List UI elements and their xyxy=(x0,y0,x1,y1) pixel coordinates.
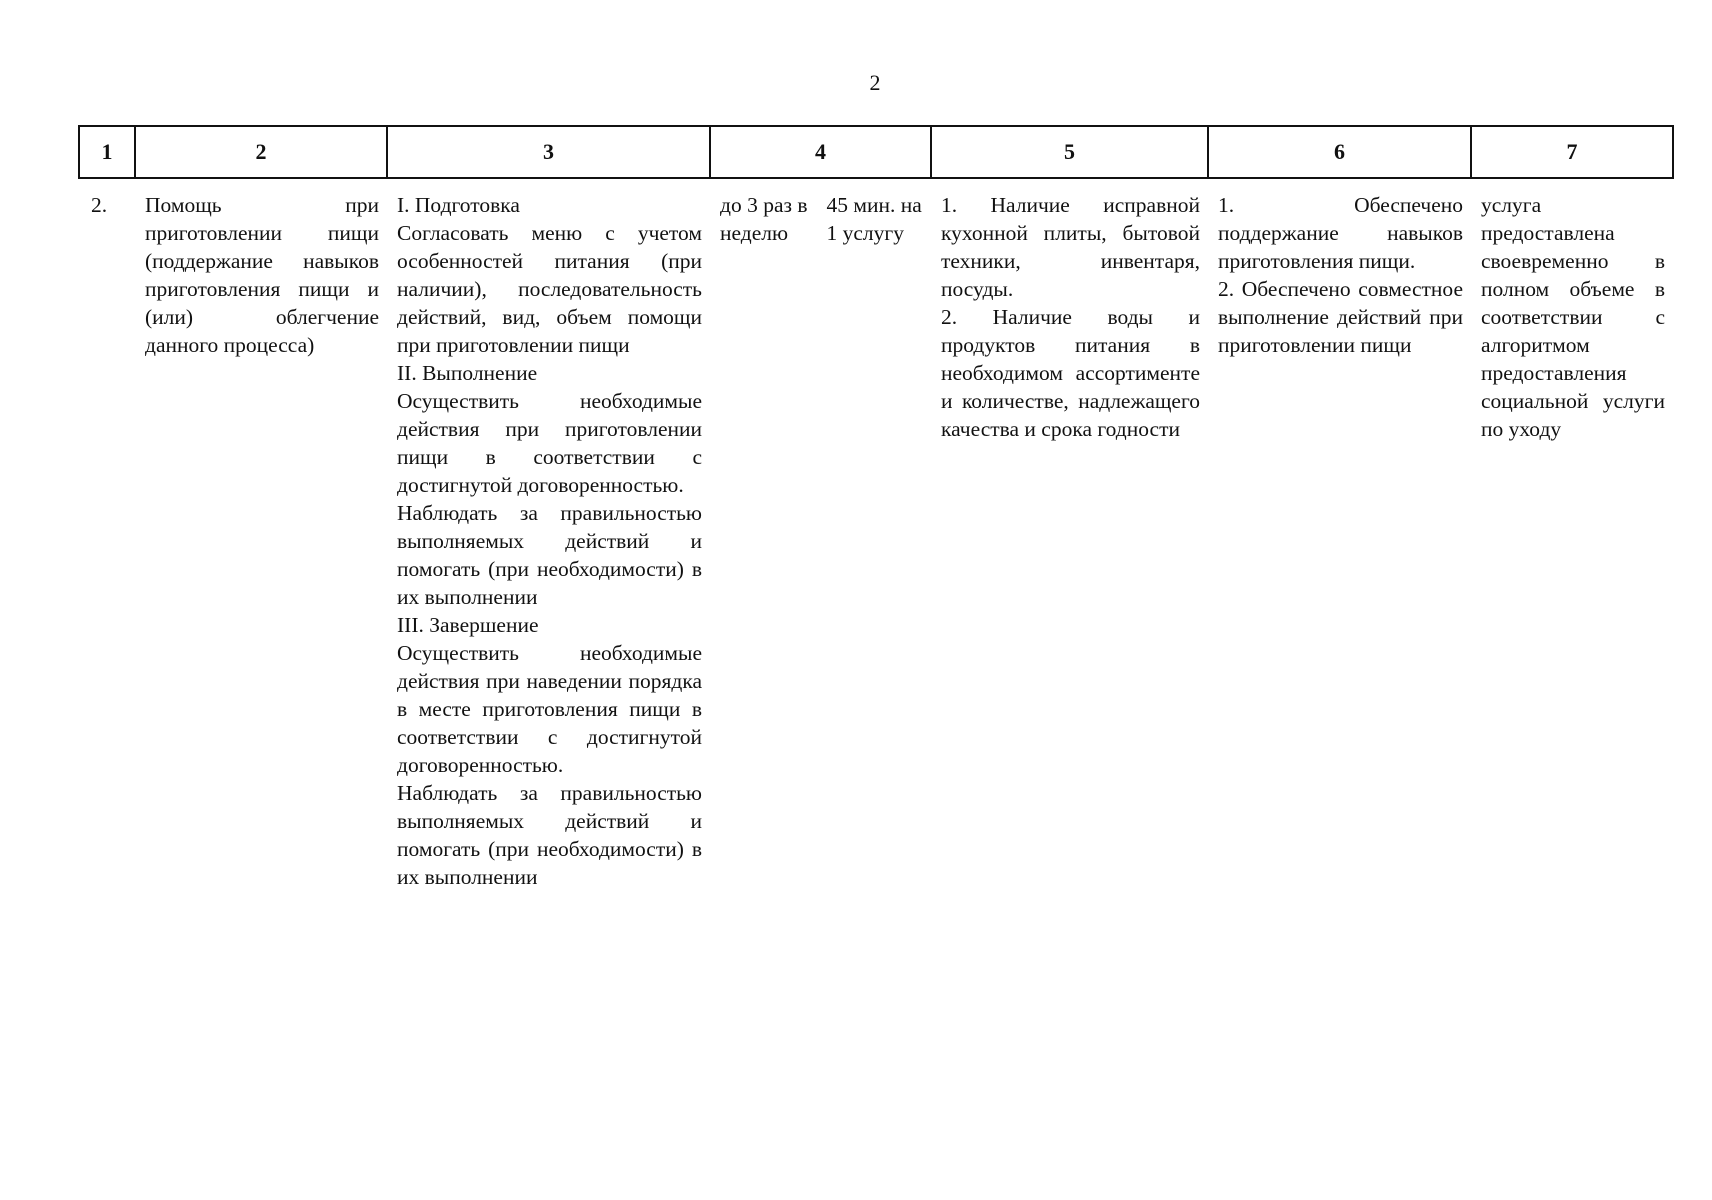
condition-item: 1. Наличие исправной кухонной плиты, бытовой техники, инвентаря, посуды. xyxy=(941,193,1200,301)
frequency-duration xyxy=(710,178,931,891)
step-text-execution-monitor: Наблюдать за правильностью выполняемых действий и помогать (при необходимости) в их выполнении xyxy=(397,501,702,609)
condition-item: 2. Наличие воды и продуктов питания в необходимом ассортименте и количестве, надлежащего качества и срока годности xyxy=(941,305,1200,441)
step-title-preparation: I. Подготовка xyxy=(397,193,520,217)
service-steps xyxy=(387,178,710,891)
column-header-7: 7 xyxy=(1471,126,1673,178)
frequency: до 3 раз в неделю xyxy=(720,193,808,245)
step-title-execution: II. Выполнение xyxy=(397,361,538,385)
step-text-execution: Осуществить необходимые действия при приготовлении пищи в соответствии с достигнутой договоренностью. xyxy=(397,389,702,497)
row-number: 2. xyxy=(91,193,108,217)
service-name: Помощь при приготовлении пищи (поддержание навыков приготовления пищи и (или) облегчение данного процесса) xyxy=(145,193,379,357)
result-item: 2. Обеспечено совместное выполнение действий при приготовлении пищи xyxy=(1218,277,1463,357)
column-header-4: 4 xyxy=(710,126,931,178)
duration: 45 мин. на 1 услугу xyxy=(826,193,922,245)
results xyxy=(1208,178,1471,891)
step-text-preparation: Согласовать меню с учетом особенностей питания (при наличии), последовательность действий, вид, объем помощи при приготовлении пищи xyxy=(397,221,702,357)
conditions xyxy=(931,178,1208,891)
result-item: 1. Обеспечено поддержание навыков приготовления пищи. xyxy=(1218,193,1463,273)
step-text-completion: Осуществить необходимые действия при наведении порядка в месте приготовления пищи в соответствии с достигнутой договоренностью. xyxy=(397,641,702,777)
column-header-2: 2 xyxy=(135,126,387,178)
step-title-completion: III. Завершение xyxy=(397,613,539,637)
page-number: 2 xyxy=(869,70,881,95)
table-header-row xyxy=(79,126,1673,178)
table-row xyxy=(79,178,1673,891)
column-header-6: 6 xyxy=(1208,126,1471,178)
column-header-3: 3 xyxy=(387,126,710,178)
column-header-1: 1 xyxy=(79,126,135,178)
service-table xyxy=(78,125,1674,891)
column-header-5: 5 xyxy=(931,126,1208,178)
evaluation: услуга предоставлена своевременно в полном объеме в соответствии с алгоритмом предоставления социальной услуги по уходу xyxy=(1481,193,1665,441)
step-text-completion-monitor: Наблюдать за правильностью выполняемых действий и помогать (при необходимости) в их выполнении xyxy=(397,781,702,889)
